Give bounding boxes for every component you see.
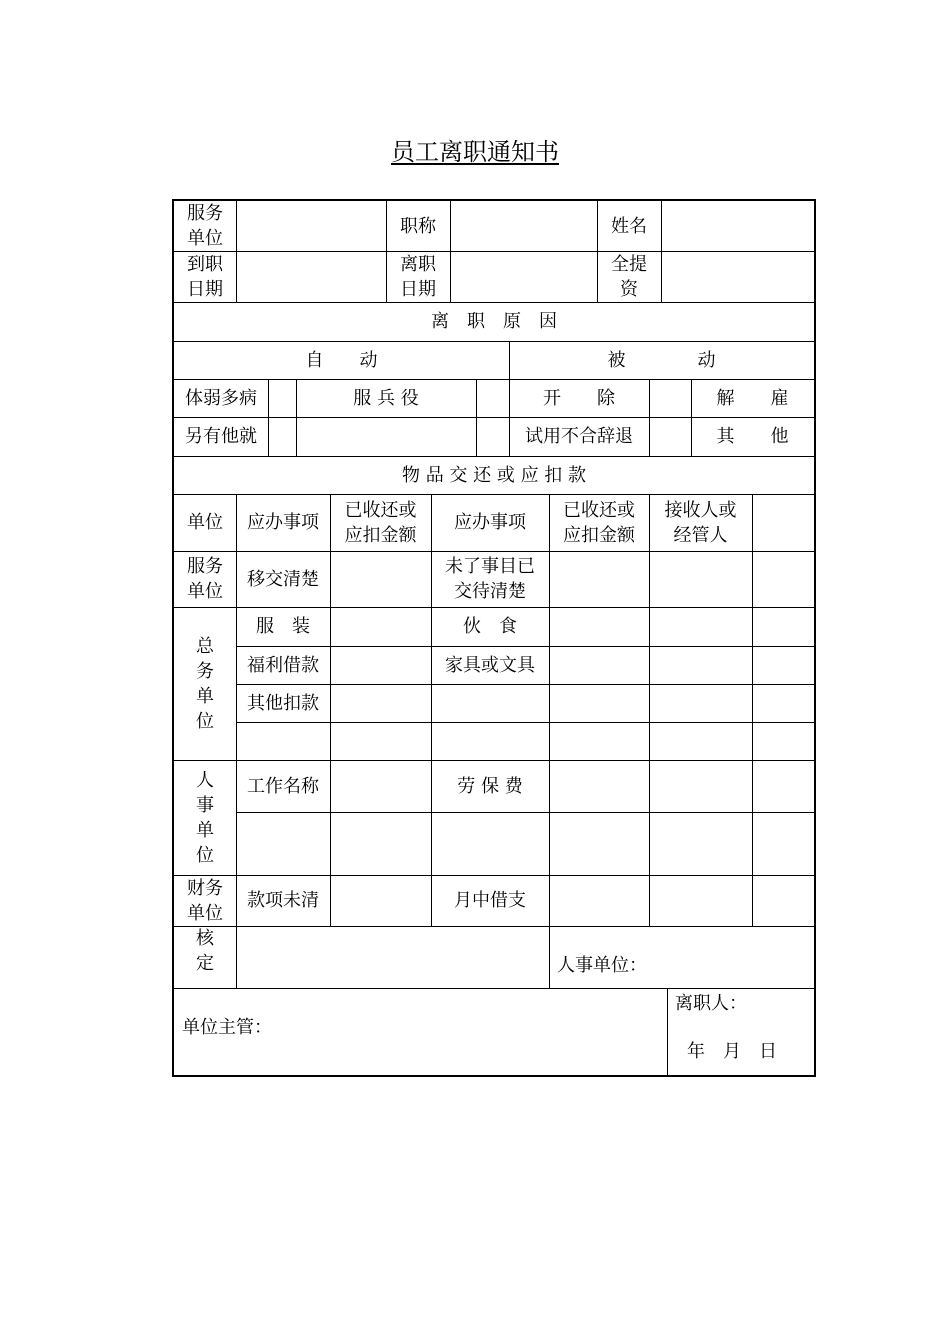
item-unsettled: 款项未清 xyxy=(247,890,319,911)
reason-involuntary: 被 动 xyxy=(607,349,716,371)
label-supervisor-sign: 单位主管： xyxy=(182,1016,272,1038)
reason-other-job: 另有他就 xyxy=(185,426,257,447)
grid-line xyxy=(450,199,451,302)
label-full-pay: 全提 资 xyxy=(611,253,647,300)
column-amount-1: 已收还或 应扣金额 xyxy=(344,499,417,546)
item-furniture: 家具或文具 xyxy=(445,654,535,676)
row-service-unit: 服务 单位 xyxy=(187,556,223,602)
item-labor-fee: 劳 保 费 xyxy=(457,775,523,797)
column-receiver: 接收人或 经管人 xyxy=(664,499,737,546)
grid-line xyxy=(661,199,662,302)
item-meals: 伙 食 xyxy=(463,616,517,637)
row-finance-unit: 财务 单位 xyxy=(187,877,223,924)
grid-line xyxy=(330,494,331,926)
column-matter-1: 应办事项 xyxy=(247,512,319,533)
row-general-unit: 总 务 单 位 xyxy=(196,635,214,732)
label-service-unit: 服务 单位 xyxy=(187,203,223,249)
reason-voluntary: 自 动 xyxy=(305,349,378,371)
reason-heading: 离 职 原 因 xyxy=(431,311,557,332)
label-hr-unit-sign: 人事单位： xyxy=(557,954,647,976)
grid-line xyxy=(549,494,550,988)
grid-line xyxy=(476,379,477,456)
grid-line xyxy=(649,494,650,926)
label-job-title: 职称 xyxy=(400,215,436,237)
label-leaver-sign: 离职人： xyxy=(675,992,747,1014)
label-start-date: 到职 日期 xyxy=(187,253,223,300)
reason-dismissed: 开 除 xyxy=(543,387,615,409)
label-leave-date: 离职 日期 xyxy=(400,253,436,300)
grid-line xyxy=(172,251,816,252)
reason-military: 服 兵 役 xyxy=(353,387,419,409)
label-approve: 核 定 xyxy=(196,928,214,974)
grid-line xyxy=(172,926,816,927)
items-heading: 物 品 交 还 或 应 扣 款 xyxy=(401,464,587,486)
reason-probation: 试用不合辞退 xyxy=(525,426,633,447)
item-other-deduct: 其他扣款 xyxy=(247,692,319,714)
item-handover: 移交清楚 xyxy=(247,568,319,590)
label-date: 年 月 日 xyxy=(687,1040,777,1062)
reason-fired: 解 雇 xyxy=(716,387,789,409)
row-hr-unit: 人 事 单 位 xyxy=(196,769,214,866)
grid-line xyxy=(236,199,237,302)
grid-line xyxy=(752,494,753,926)
item-welfare-loan: 福利借款 xyxy=(247,654,319,676)
reason-weak-sick: 体弱多病 xyxy=(185,387,257,409)
grid-line xyxy=(236,812,816,813)
column-amount-2: 已收还或 应扣金额 xyxy=(563,499,635,546)
label-name: 姓名 xyxy=(611,215,647,237)
grid-line xyxy=(268,379,269,456)
document-title: 员工离职通知书 xyxy=(391,138,559,166)
column-unit: 单位 xyxy=(187,512,223,533)
item-mid-month: 月中借支 xyxy=(454,890,526,911)
item-work-name: 工作名称 xyxy=(247,775,319,797)
grid-line xyxy=(236,722,816,723)
reason-other: 其 他 xyxy=(716,426,789,447)
item-clothing: 服 装 xyxy=(256,616,310,637)
grid-line xyxy=(649,379,650,456)
column-matter-2: 应办事项 xyxy=(454,512,526,533)
item-unfinished: 未了事目已 交待清楚 xyxy=(445,556,535,602)
